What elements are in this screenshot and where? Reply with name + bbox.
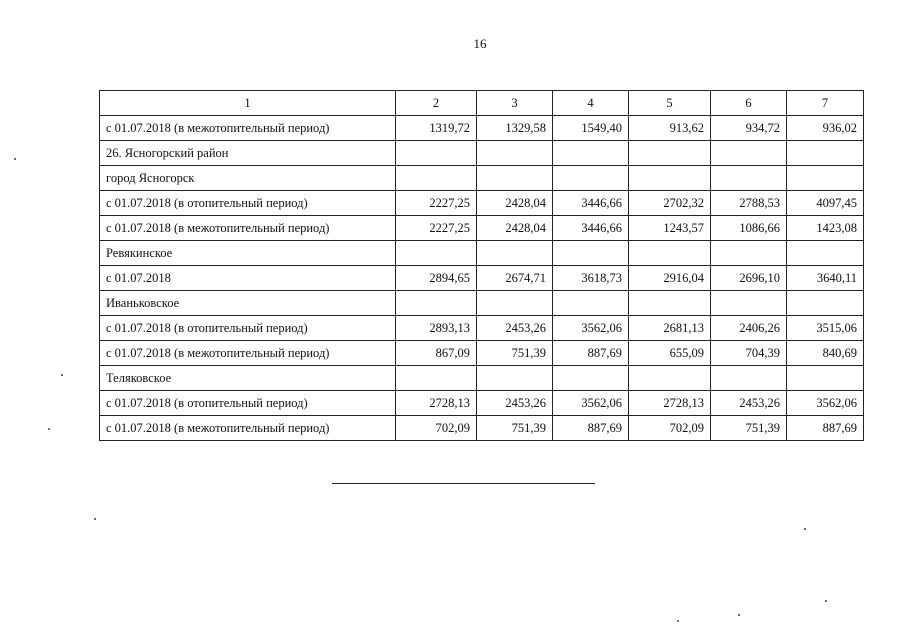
tariff-cell: 867,09 [396,341,477,366]
tariff-cell [711,291,787,316]
header-row [100,91,864,116]
tariff-cell: 3515,06 [787,316,864,341]
tariff-cell: 3446,66 [553,216,629,241]
tariff-cell: 2681,13 [629,316,711,341]
tariff-cell: 1086,66 [711,216,787,241]
tariff-cell: 655,09 [629,341,711,366]
tariff-cell [477,166,553,191]
scan-speck [14,158,16,160]
table-body [100,116,864,441]
tariff-cell [629,166,711,191]
table-row [100,341,864,366]
tariff-cell [711,166,787,191]
tariff-cell: 2728,13 [629,391,711,416]
tariff-cell: 2696,10 [711,266,787,291]
tariff-cell [477,291,553,316]
tariff-cell: 751,39 [477,341,553,366]
tariff-cell [396,166,477,191]
column-header: 7 [787,91,864,116]
page-number: 16 [473,36,487,51]
tariff-cell: 2916,04 [629,266,711,291]
tariff-cell [629,141,711,166]
row-label: Ревякинское [100,241,396,266]
tariff-table [99,90,864,441]
tariff-cell: 2702,32 [629,191,711,216]
tariff-cell: 1549,40 [553,116,629,141]
table-row [100,166,864,191]
tariff-cell: 1329,58 [477,116,553,141]
column-header: 5 [629,91,711,116]
table-row [100,316,864,341]
tariff-cell [553,141,629,166]
end-divider [332,483,595,484]
column-header: 1 [100,91,396,116]
tariff-cell [711,366,787,391]
row-label: с 01.07.2018 [100,266,396,291]
row-label: с 01.07.2018 (в межотопительный период) [100,341,396,366]
tariff-cell [787,141,864,166]
column-header: 4 [553,91,629,116]
tariff-cell: 2788,53 [711,191,787,216]
tariff-cell: 1319,72 [396,116,477,141]
row-label: с 01.07.2018 (в отопительный период) [100,316,396,341]
tariff-cell: 2893,13 [396,316,477,341]
tariff-cell [787,166,864,191]
tariff-cell: 2453,26 [711,391,787,416]
table-row [100,191,864,216]
tariff-cell [396,241,477,266]
table-header [100,91,864,116]
tariff-cell: 1243,57 [629,216,711,241]
tariff-cell: 2453,26 [477,316,553,341]
tariff-cell [787,291,864,316]
table-row [100,416,864,441]
table-row [100,291,864,316]
tariff-cell: 751,39 [477,416,553,441]
tariff-cell [553,241,629,266]
scan-speck [677,620,679,622]
row-label: с 01.07.2018 (в отопительный период) [100,391,396,416]
tariff-cell [711,241,787,266]
column-header: 3 [477,91,553,116]
tariff-cell: 3562,06 [553,316,629,341]
table-row [100,116,864,141]
tariff-cell [553,291,629,316]
tariff-cell [477,141,553,166]
tariff-cell [396,141,477,166]
scan-speck [48,428,50,430]
tariff-cell: 1423,08 [787,216,864,241]
table-row [100,266,864,291]
tariff-cell: 4097,45 [787,191,864,216]
tariff-cell [629,241,711,266]
tariff-cell: 913,62 [629,116,711,141]
scan-speck [804,528,806,530]
row-label: Теляковское [100,366,396,391]
tariff-cell: 934,72 [711,116,787,141]
tariff-cell: 2453,26 [477,391,553,416]
table-row [100,141,864,166]
tariff-cell [787,241,864,266]
tariff-cell: 2406,26 [711,316,787,341]
tariff-cell: 3562,06 [553,391,629,416]
scan-speck [738,614,740,616]
table-row [100,241,864,266]
tariff-cell: 887,69 [553,341,629,366]
tariff-cell: 2428,04 [477,216,553,241]
scan-speck [61,374,63,376]
tariff-cell [787,366,864,391]
row-label: с 01.07.2018 (в межотопительный период) [100,216,396,241]
tariff-cell [629,366,711,391]
tariff-cell [711,141,787,166]
row-label: с 01.07.2018 (в межотопительный период) [100,416,396,441]
tariff-cell: 2227,25 [396,191,477,216]
tariff-cell: 936,02 [787,116,864,141]
tariff-cell: 3640,11 [787,266,864,291]
tariff-cell: 2227,25 [396,216,477,241]
column-header: 2 [396,91,477,116]
tariff-cell [477,366,553,391]
tariff-cell [553,366,629,391]
tariff-cell [477,241,553,266]
tariff-cell: 2428,04 [477,191,553,216]
tariff-cell: 887,69 [787,416,864,441]
row-label: с 01.07.2018 (в межотопительный период) [100,116,396,141]
tariff-cell: 3446,66 [553,191,629,216]
tariff-cell: 3618,73 [553,266,629,291]
tariff-cell: 2728,13 [396,391,477,416]
tariff-cell: 3562,06 [787,391,864,416]
tariff-cell: 2894,65 [396,266,477,291]
table-row [100,366,864,391]
row-label: Иваньковское [100,291,396,316]
tariff-cell: 751,39 [711,416,787,441]
tariff-cell: 2674,71 [477,266,553,291]
tariff-cell: 840,69 [787,341,864,366]
tariff-cell: 887,69 [553,416,629,441]
tariff-cell [396,291,477,316]
scan-speck [94,518,96,520]
row-label: с 01.07.2018 (в отопительный период) [100,191,396,216]
tariff-cell [553,166,629,191]
table-row [100,216,864,241]
scan-speck [825,600,827,602]
tariff-cell: 702,09 [396,416,477,441]
table-row [100,391,864,416]
row-label: 26. Ясногорский район [100,141,396,166]
tariff-cell [396,366,477,391]
column-header: 6 [711,91,787,116]
row-label: город Ясногорск [100,166,396,191]
tariff-cell: 704,39 [711,341,787,366]
tariff-cell: 702,09 [629,416,711,441]
tariff-cell [629,291,711,316]
